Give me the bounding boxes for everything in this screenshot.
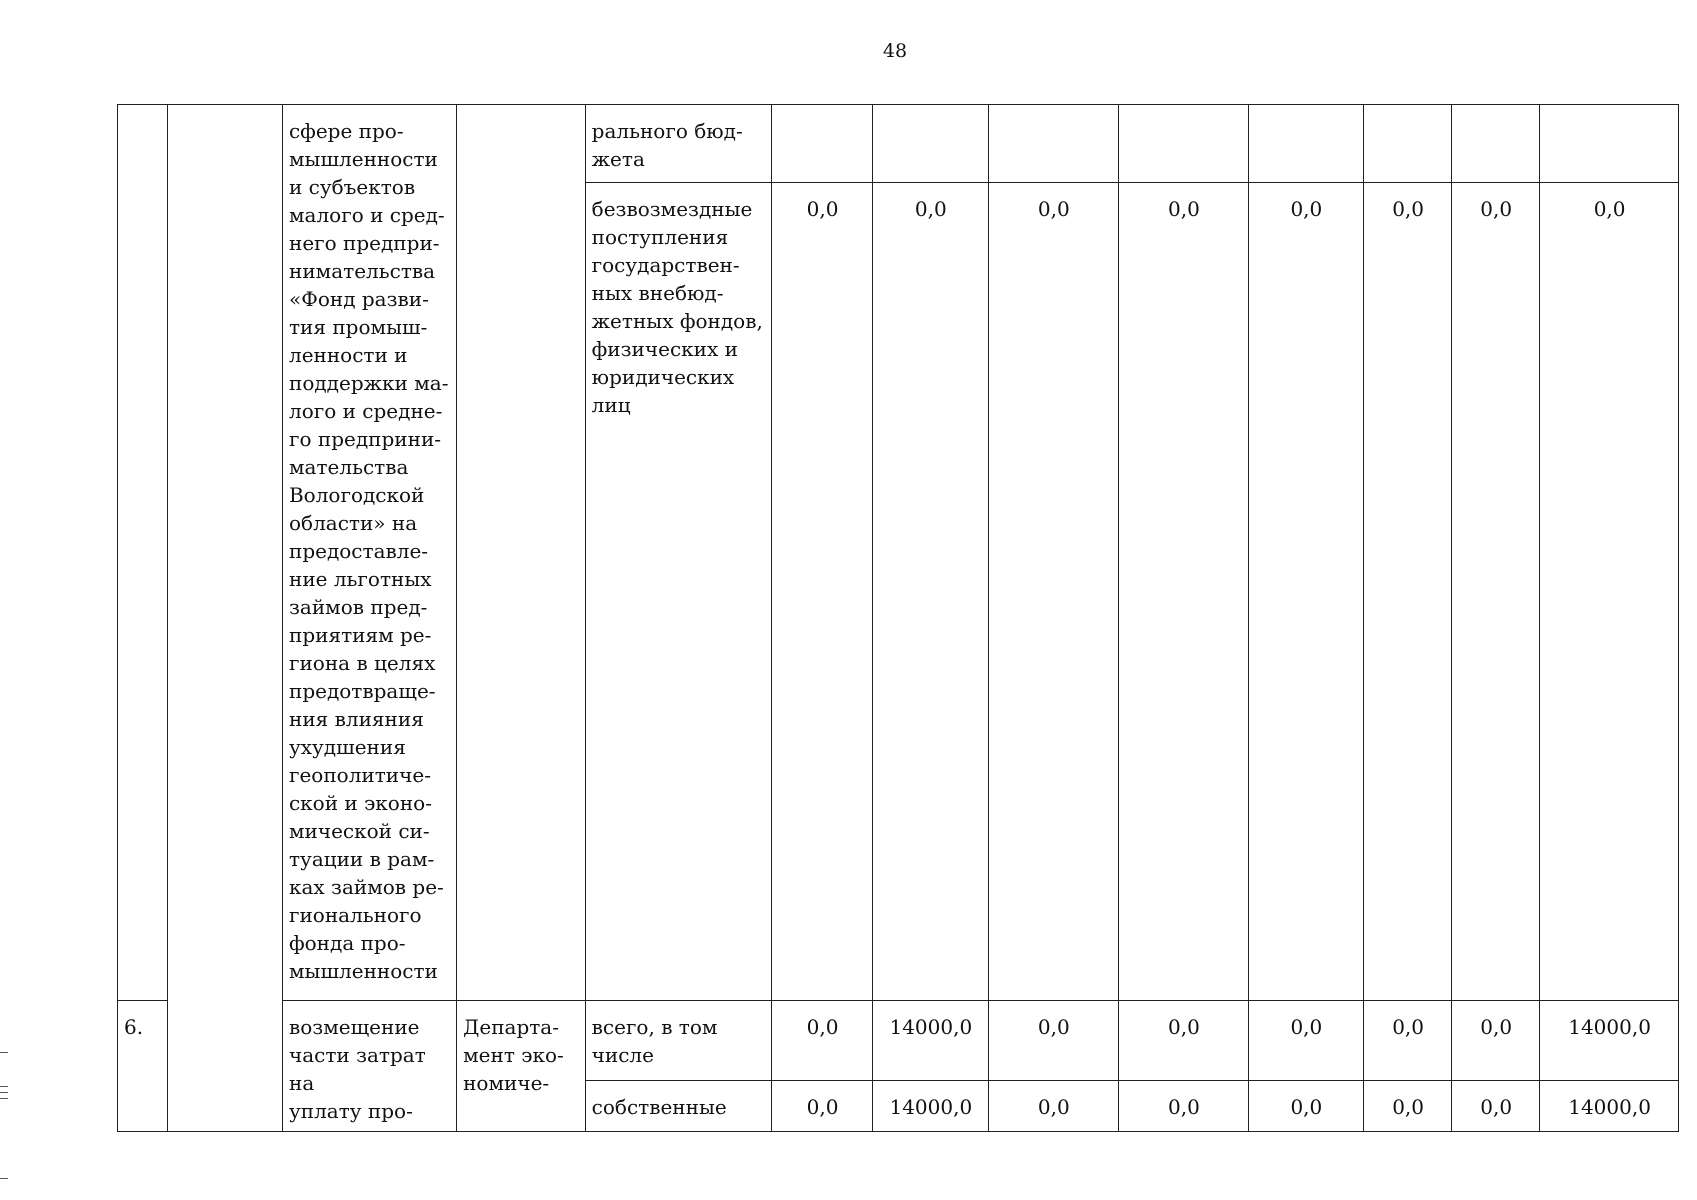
margin-mark — [0, 1086, 8, 1087]
value-cell: 0,0 — [771, 183, 872, 1001]
value-cell: 0,0 — [1248, 1001, 1363, 1081]
margin-mark — [0, 1178, 8, 1179]
value-cell: 14000,0 — [873, 1001, 988, 1081]
margin-mark — [0, 1098, 8, 1099]
source-label-cell: безвозмездные поступления государствен- ных внебюд- жетных фондов, физических и юридических лиц — [585, 183, 771, 1001]
value-cell: 0,0 — [988, 1080, 1119, 1131]
value-cell: 0,0 — [1452, 183, 1540, 1001]
value-cell: 0,0 — [1452, 1080, 1540, 1131]
value-cell: 14000,0 — [1540, 1080, 1679, 1131]
value-cell: 0,0 — [1364, 183, 1452, 1001]
executor-cell — [457, 105, 586, 1001]
value-cell — [1364, 105, 1452, 183]
executor-cell: Департа- мент эко- номиче- — [457, 1001, 586, 1132]
row-number-cell: 6. — [118, 1001, 168, 1132]
value-cell — [988, 105, 1119, 183]
description-cell: возмещение части затрат на уплату про- — [282, 1001, 456, 1132]
source-label-cell: всего, в том числе — [585, 1001, 771, 1081]
value-cell — [1452, 105, 1540, 183]
value-cell — [1540, 105, 1679, 183]
value-cell: 0,0 — [873, 183, 988, 1001]
value-cell: 14000,0 — [873, 1080, 988, 1131]
value-cell — [873, 105, 988, 183]
value-cell: 14000,0 — [1540, 1001, 1679, 1081]
value-cell — [1119, 105, 1249, 183]
margin-mark — [0, 1092, 8, 1093]
value-cell: 0,0 — [1452, 1001, 1540, 1081]
value-cell: 0,0 — [1540, 183, 1679, 1001]
value-cell: 0,0 — [1119, 1080, 1249, 1131]
value-cell — [771, 105, 872, 183]
row-number-cell — [118, 105, 168, 1001]
description-cell: сфере про- мышленности и субъектов малого и сред- него предпри- нимательства «Фонд разви- тия промыш- ленности и поддержки ма- лого и средне- го предприни- мательства Вологодской области» на предоставле- ние льготных займов пред- приятиям ре- гиона в целях предотвраще- ния влияния ухудшения геополитиче- ской и эконо- мической си- туации в рам- ках займов ре- гионального фонда про- мышленности — [282, 105, 456, 1001]
value-cell: 0,0 — [988, 183, 1119, 1001]
value-cell: 0,0 — [1364, 1080, 1452, 1131]
value-cell: 0,0 — [771, 1080, 872, 1131]
page-number: 48 — [882, 40, 908, 62]
table-row — [118, 105, 1679, 183]
value-cell: 0,0 — [1119, 183, 1249, 1001]
value-cell: 0,0 — [1364, 1001, 1452, 1081]
value-cell: 0,0 — [988, 1001, 1119, 1081]
table-row — [118, 1001, 1679, 1081]
budget-table — [117, 104, 1679, 1132]
value-cell: 0,0 — [771, 1001, 872, 1081]
value-cell: 0,0 — [1248, 183, 1363, 1001]
program-cell — [167, 105, 282, 1132]
value-cell: 0,0 — [1248, 1080, 1363, 1131]
value-cell — [1248, 105, 1363, 183]
value-cell: 0,0 — [1119, 1001, 1249, 1081]
source-label-cell: собственные — [585, 1080, 771, 1131]
margin-mark — [0, 1052, 8, 1053]
source-label-cell: рального бюд- жета — [585, 105, 771, 183]
